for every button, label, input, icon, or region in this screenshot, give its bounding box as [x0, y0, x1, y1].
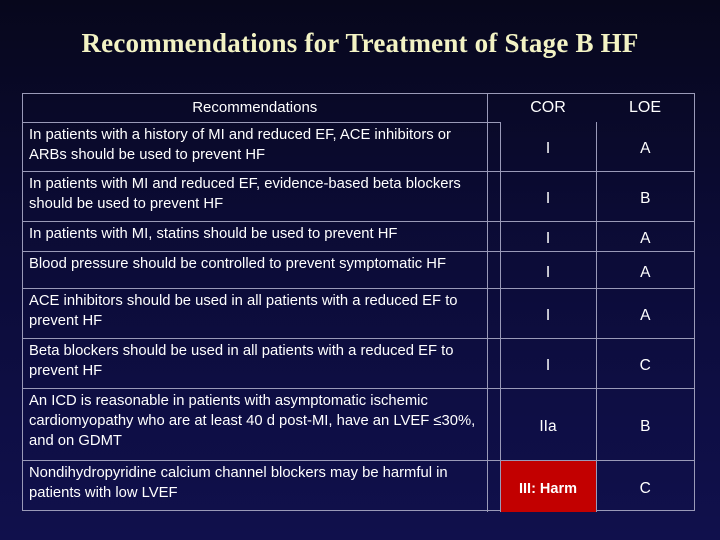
- recommendation-text: An ICD is reasonable in patients with asymptomatic ischemic cardiomyopathy who are at least 40 d post-MI, have an LVEF ≤30%, and on GDMT: [23, 388, 487, 460]
- recommendation-text: Blood pressure should be controlled to prevent symptomatic HF: [23, 251, 487, 288]
- cor-value: I: [500, 221, 596, 251]
- header-recommendations: Recommendations: [23, 94, 487, 122]
- cor-value: I: [500, 122, 596, 171]
- recommendation-text: In patients with MI, statins should be used to prevent HF: [23, 221, 487, 251]
- table-header-row: [23, 94, 694, 122]
- recommendation-text: In patients with a history of MI and reduced EF, ACE inhibitors or ARBs should be used to prevent HF: [23, 122, 487, 171]
- table-row: [23, 251, 694, 288]
- loe-value: C: [596, 338, 694, 388]
- row-spacer: [487, 460, 500, 512]
- cor-value: I: [500, 251, 596, 288]
- recommendation-text: In patients with MI and reduced EF, evidence-based beta blockers should be used to prevent HF: [23, 171, 487, 221]
- table-row: [23, 122, 694, 171]
- cor-value: I: [500, 338, 596, 388]
- table-row: [23, 388, 694, 460]
- recommendation-text: Nondihydropyridine calcium channel blockers may be harmful in patients with low LVEF: [23, 460, 487, 512]
- row-spacer: [487, 221, 500, 251]
- slide-title: Recommendations for Treatment of Stage B HF: [81, 28, 639, 58]
- cor-value: I: [500, 171, 596, 221]
- recommendation-text: ACE inhibitors should be used in all patients with a reduced EF to prevent HF: [23, 288, 487, 338]
- row-spacer: [487, 388, 500, 460]
- table-row: [23, 171, 694, 221]
- recommendation-text: Beta blockers should be used in all patients with a reduced EF to prevent HF: [23, 338, 487, 388]
- row-spacer: [487, 171, 500, 221]
- loe-value: A: [596, 251, 694, 288]
- loe-value: A: [596, 122, 694, 171]
- loe-value: B: [596, 388, 694, 460]
- header-cor: COR: [530, 99, 566, 116]
- header-loe: LOE: [628, 99, 661, 116]
- table-row: [23, 221, 694, 251]
- recommendations-table: [22, 93, 695, 511]
- loe-value: A: [596, 221, 694, 251]
- loe-value: B: [596, 171, 694, 221]
- cor-value: IIa: [500, 388, 596, 460]
- table-row: [23, 460, 694, 512]
- row-spacer: [487, 122, 500, 171]
- table-row: [23, 338, 694, 388]
- table-row: [23, 288, 694, 338]
- row-spacer: [487, 338, 500, 388]
- row-spacer: [487, 288, 500, 338]
- cor-harm-badge: III: Harm: [500, 460, 596, 512]
- cor-value: I: [500, 288, 596, 338]
- loe-value: C: [596, 460, 694, 512]
- row-spacer: [487, 251, 500, 288]
- header-spacer: [487, 94, 500, 122]
- loe-value: A: [596, 288, 694, 338]
